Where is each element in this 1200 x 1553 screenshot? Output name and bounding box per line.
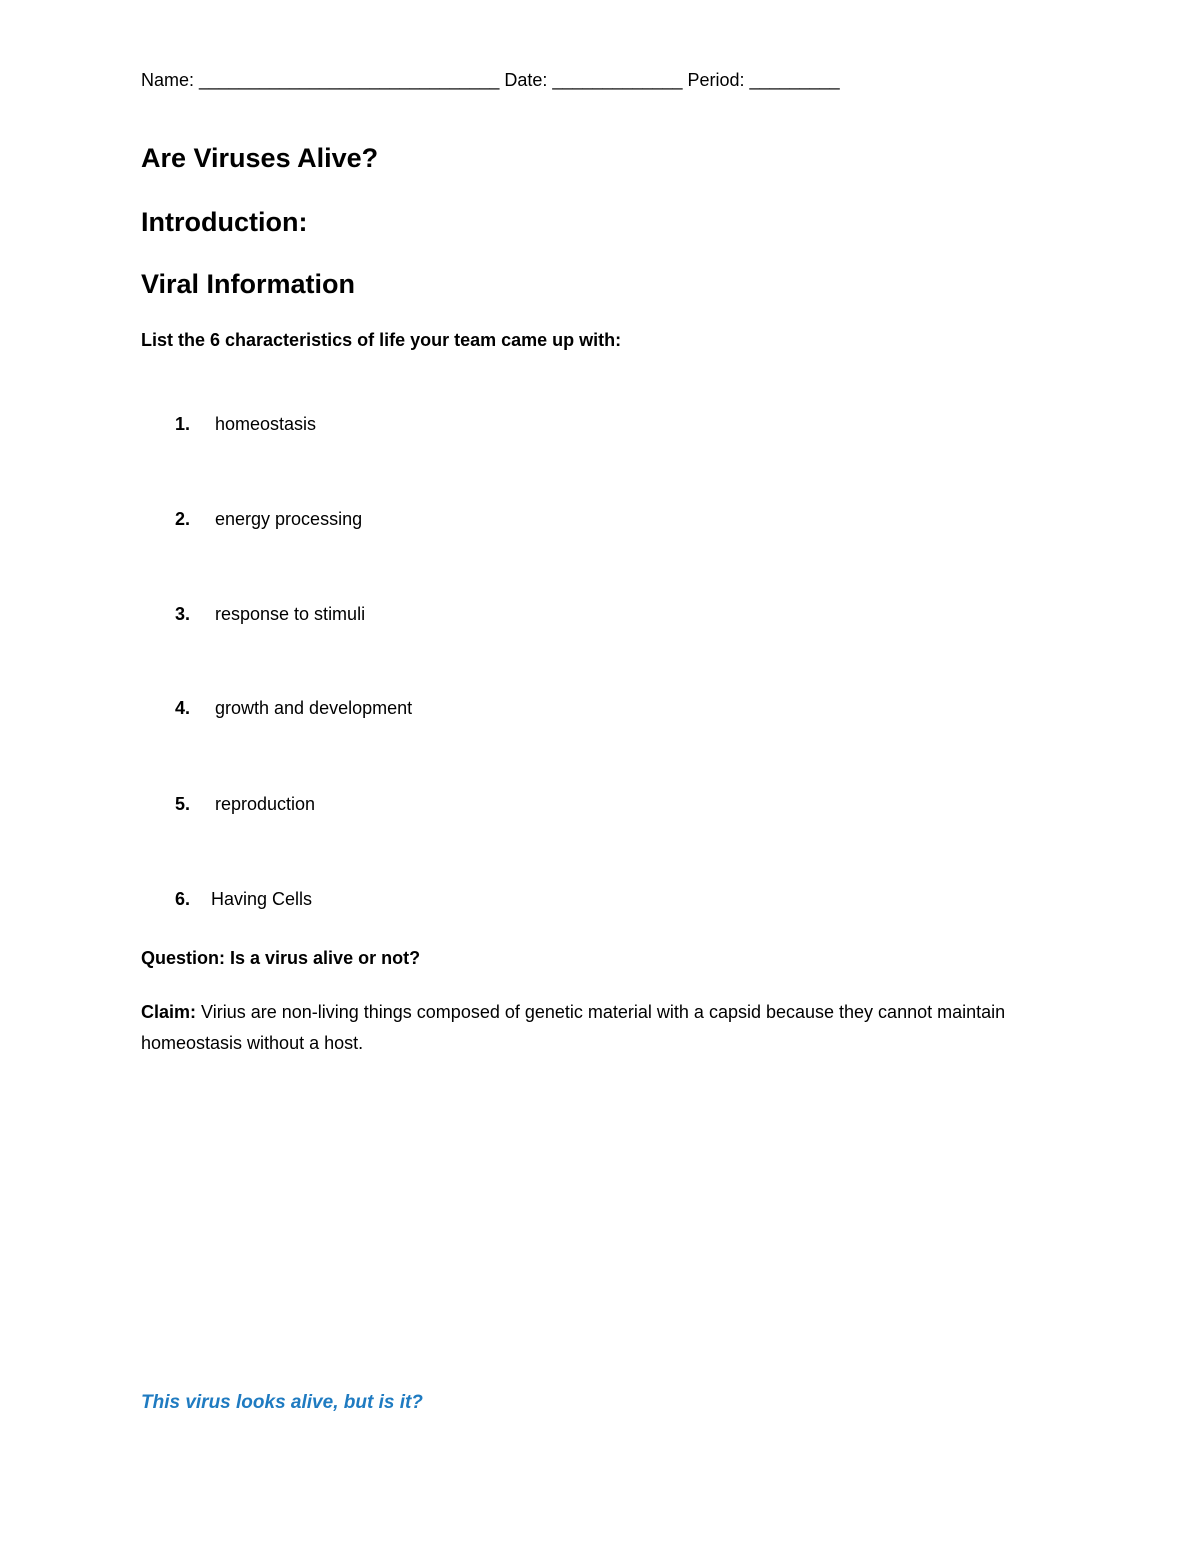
claim-label: Claim: <box>141 1002 197 1022</box>
list-item-text: energy processing <box>215 509 363 529</box>
introduction-heading: Introduction: <box>141 207 308 237</box>
list-item <box>175 794 315 815</box>
claim-paragraph <box>141 997 1021 1059</box>
image-caption: This virus looks alive, but is it? <box>141 1392 423 1413</box>
list-item-number: 3. <box>175 604 191 624</box>
worksheet-page <box>141 0 1041 1553</box>
list-item <box>175 509 362 530</box>
claim-text: Virius are non-living things composed of genetic material with a capsid because they cannot maintain homeostasis without a host. <box>141 1002 1006 1053</box>
list-item-text: reproduction <box>215 794 316 814</box>
question-line: Question: Is a virus alive or not? <box>141 948 421 968</box>
list-item <box>175 604 365 625</box>
list-item-text: response to stimuli <box>215 604 366 624</box>
list-item-number: 1. <box>175 414 191 434</box>
list-item <box>175 414 316 435</box>
document-title: Are Viruses Alive? <box>141 143 379 173</box>
list-item-number: 5. <box>175 794 191 814</box>
characteristics-prompt: List the 6 characteristics of life your team came up with: <box>141 330 622 350</box>
name-date-period-line: Name: ______________________________ Date: _____________ Period: _________ <box>141 70 840 90</box>
list-item-number: 2. <box>175 509 191 529</box>
list-item-number: 4. <box>175 698 191 718</box>
list-item-text: growth and development <box>215 698 413 718</box>
viral-information-heading: Viral Information <box>141 269 356 299</box>
list-item-text: Having Cells <box>211 889 313 909</box>
list-item-number: 6. <box>175 889 191 909</box>
list-item <box>175 889 312 910</box>
list-item-text: homeostasis <box>215 414 317 434</box>
list-item <box>175 698 412 719</box>
